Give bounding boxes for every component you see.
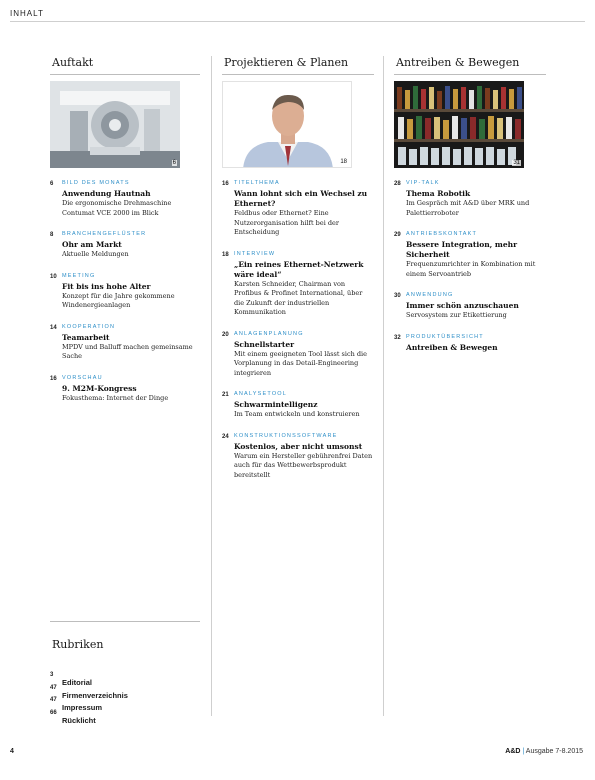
rubriken-item[interactable] (50, 670, 200, 687)
issue-info (505, 748, 583, 755)
entry-list (394, 180, 546, 353)
entry-page-number: 10 (50, 273, 57, 280)
entry-title: Antreiben & Bewegen (406, 342, 498, 352)
entry-category: PRODUKTÜBERSICHT (406, 333, 484, 340)
machine-illustration (50, 81, 180, 168)
footer-separator: | (522, 748, 525, 755)
entry-description: Fokusthema: Internet der Dinge (62, 393, 169, 402)
page-number: 4 (10, 748, 14, 755)
toc-entry[interactable] (394, 231, 546, 279)
entry-list (50, 180, 200, 403)
column-divider (211, 56, 212, 716)
entry-description: Karsten Schneider, Chairman von Profibus & Profinet International, über die Zukunft der industriellen Kommunikation (234, 279, 363, 316)
entry-description: Servosystem zur Etikettierung (406, 311, 507, 319)
entry-category: KOOPERATION (62, 323, 116, 330)
rubriken-item[interactable] (50, 683, 200, 700)
bottles-photo (394, 81, 524, 168)
entry-description: Mit einem geeigneten Tool lässt sich die Vorplanung in das Detail-Engineering integrieren (234, 349, 367, 377)
entry-category: ANALYSETOOL (234, 391, 288, 397)
header-rule (10, 21, 585, 22)
column-rule (394, 74, 546, 75)
column-divider (383, 56, 384, 716)
rubriken-item[interactable] (50, 708, 200, 725)
entry-page-number: 24 (222, 433, 229, 440)
rubriken-label: Rücklicht (62, 715, 96, 725)
entry-category: INTERVIEW (234, 250, 276, 257)
entry-description: Frequenzumrichter in Kombination mit einem Servoantrieb (406, 260, 536, 278)
toc-entry[interactable] (50, 231, 200, 260)
entry-title: Schnellstarter (234, 339, 295, 349)
toc-entry[interactable] (50, 375, 200, 404)
entry-page-number: 6 (50, 181, 54, 187)
entry-title: Bessere Integration, mehr Sicherheit (406, 240, 518, 259)
entry-description: Feldbus oder Ethernet? Eine Nutzerorganisation hilft bei der Entscheidung (234, 209, 339, 236)
toc-entry[interactable] (222, 391, 374, 420)
entry-page-number: 18 (222, 251, 229, 258)
entry-description: Im Team entwickeln und konstruieren (234, 410, 360, 418)
entry-title: 9. M2M-Kongress (62, 383, 137, 393)
entry-category: TITELTHEMA (234, 180, 280, 186)
entry-page-number: 28 (394, 181, 401, 187)
toc-entry[interactable] (50, 324, 200, 362)
portrait-photo (222, 81, 352, 168)
rubriken-label: Impressum (62, 703, 103, 712)
entry-category: ANLAGENPLANUNG (234, 330, 304, 337)
entry-page-number: 30 (394, 293, 401, 299)
image-page-number: 31 (513, 160, 520, 166)
toc-entry[interactable] (222, 180, 374, 238)
rubriken-label: Firmenverzeichnis (62, 690, 128, 700)
entry-category: VIP-TALK (406, 180, 440, 186)
entry-category: BRANCHENGEFLÜSTER (62, 231, 147, 237)
rubriken-title: Rubriken (52, 638, 104, 651)
entry-page-number: 20 (222, 331, 229, 338)
entry-description: Warum ein Hersteller gebührenfrei Daten auch für das Wettbewerbsprodukt bereitstellt (234, 451, 373, 479)
entry-title: „Ein reines Ethernet-Netzwerk wäre ideal“ (234, 259, 364, 279)
column-antreiben (394, 56, 546, 366)
entry-title: Teamarbeit (62, 332, 110, 342)
entry-category: VORSCHAU (62, 374, 103, 381)
rubriken-page-number: 66 (50, 709, 57, 716)
image-page-number: 18 (340, 159, 347, 165)
rubriken-label: Editorial (62, 678, 93, 687)
entry-title: Anwendung Hautnah (62, 189, 151, 198)
bottles-illustration (394, 81, 524, 168)
entry-page-number: 29 (394, 232, 401, 238)
entry-list (222, 180, 374, 480)
entry-page-number: 8 (50, 232, 54, 238)
entry-description: Im Gespräch mit A&D über MRK und Palettierroboter (406, 199, 530, 217)
image-page-number: 6 (172, 160, 176, 166)
entry-page-number: 14 (50, 324, 57, 331)
column-title: Auftakt (52, 56, 94, 69)
entry-description: Konzept für die Jahre gekommene Windenergieanlagen (62, 291, 175, 309)
entry-category: ANWENDUNG (406, 292, 454, 298)
column-rule (222, 74, 374, 75)
entry-title: Kostenlos, aber nicht umsonst (234, 441, 363, 451)
column-projektieren (222, 56, 374, 493)
rubriken-page-number: 47 (50, 684, 57, 691)
column-rule (50, 74, 200, 75)
toc-entry[interactable] (222, 433, 374, 481)
entry-page-number: 21 (222, 392, 229, 398)
entry-title: Fit bis ins hohe Alter (62, 281, 151, 291)
rubriken-page-number: 3 (50, 672, 54, 678)
entry-page-number: 16 (222, 181, 229, 187)
rubriken-rule (50, 621, 200, 622)
entry-title: Immer schön anzuschauen (406, 301, 519, 310)
column-title: Projektieren & Planen (224, 56, 349, 69)
toc-entry[interactable] (50, 180, 200, 218)
rubriken-list (50, 670, 200, 725)
entry-page-number: 32 (394, 334, 401, 341)
toc-entry[interactable] (394, 292, 546, 321)
entry-category: KONSTRUKTIONSSOFTWARE (234, 432, 338, 439)
entry-page-number: 16 (50, 375, 57, 382)
entry-category: MEETING (62, 272, 96, 279)
entry-description: Die ergonomische Drehmaschine Contumat VCE 2000 im Blick (62, 199, 172, 217)
entry-title: Wann lohnt sich ein Wechsel zu Ethernet? (234, 189, 368, 208)
toc-entry[interactable] (50, 273, 200, 311)
entry-title: Thema Robotik (406, 189, 471, 198)
entry-title: Schwarmintelligenz (234, 400, 318, 409)
toc-entry[interactable] (394, 180, 546, 218)
entry-title: Ohr am Markt (62, 240, 122, 249)
machine-photo (50, 81, 180, 168)
entry-category: BILD DES MONATS (62, 180, 130, 186)
column-title: Antreiben & Bewegen (396, 56, 520, 69)
column-auftakt (50, 56, 200, 416)
toc-entry[interactable] (394, 334, 546, 353)
rubriken-page-number: 47 (50, 697, 57, 703)
entry-category: ANTRIEBSKONTAKT (406, 231, 478, 237)
toc-entry[interactable] (222, 251, 374, 318)
entry-description: MPDV und Balluff machen gemeinsame Sache (62, 342, 193, 360)
issue-label: Ausgabe 7-8.2015 (525, 748, 583, 755)
brand-name: A&D (505, 748, 521, 755)
entry-description: Aktuelle Meldungen (62, 250, 129, 258)
section-tag: INHALT (10, 9, 44, 18)
toc-entry[interactable] (222, 331, 374, 379)
rubriken-item[interactable] (50, 695, 200, 712)
portrait-illustration (223, 82, 352, 168)
